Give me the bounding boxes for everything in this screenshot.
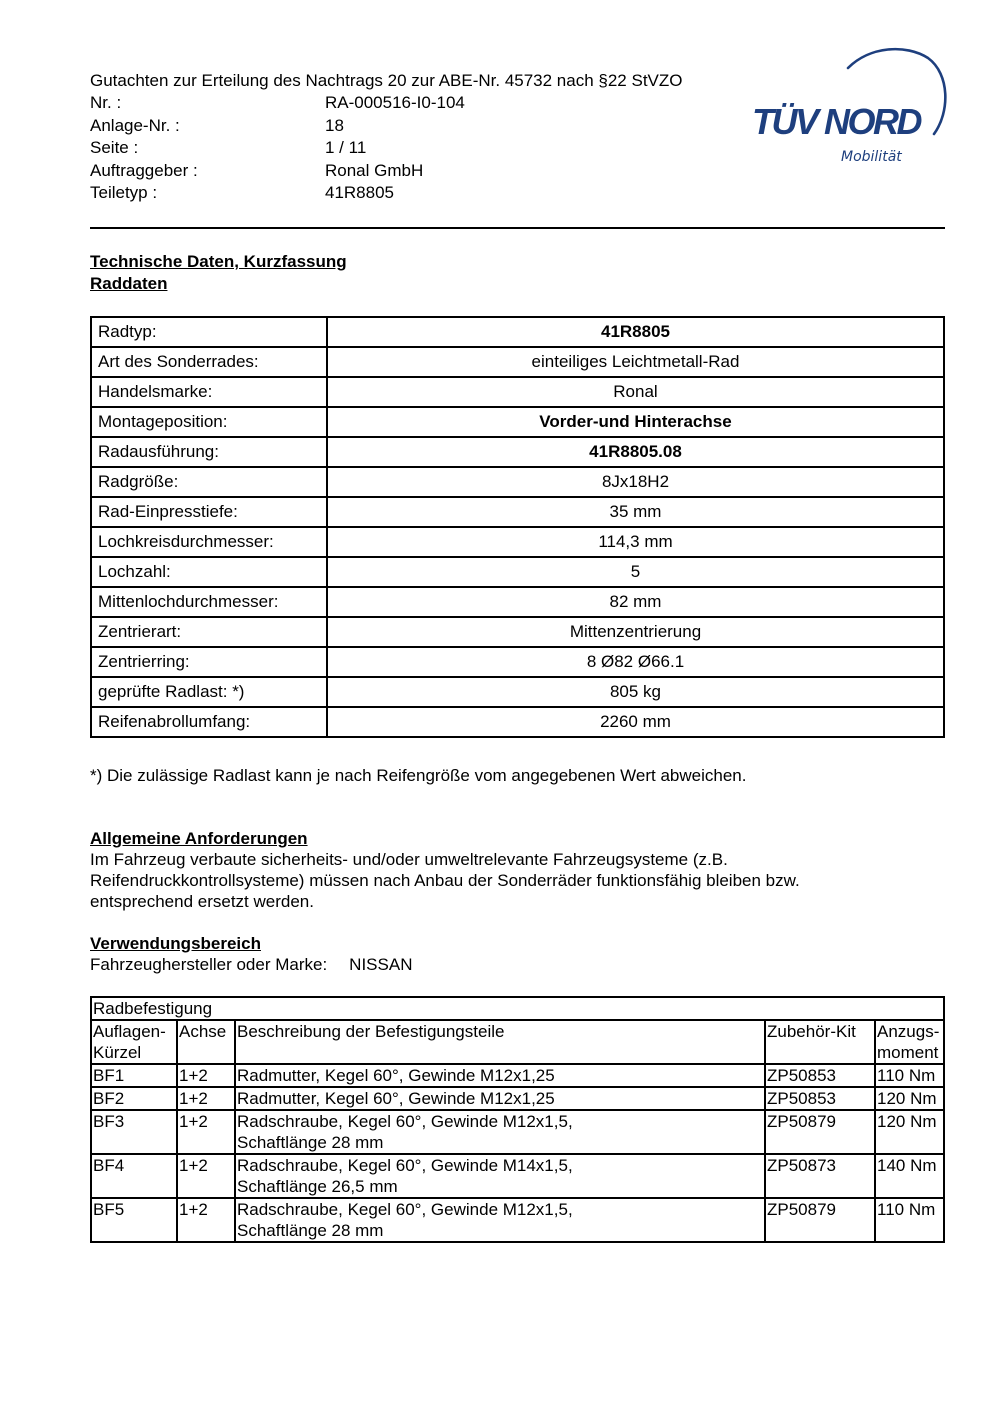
fastening-row <box>91 1198 944 1242</box>
meta-value: 41R8805 <box>325 183 395 202</box>
wheel-row-label: Mittenlochdurchmesser: <box>91 587 327 617</box>
fastening-title: Radbefestigung <box>91 997 944 1020</box>
wheel-table-row <box>91 467 944 497</box>
fastening-table <box>90 996 945 1243</box>
wheel-table-row <box>91 557 944 587</box>
wheel-table-row <box>91 407 944 437</box>
fastening-torque: 120 Nm <box>875 1110 944 1154</box>
wheel-row-value: 2260 mm <box>327 707 944 737</box>
fastening-torque: 110 Nm <box>875 1064 944 1087</box>
wheel-row-label: Art des Sonderrades: <box>91 347 327 377</box>
header-line: Zubehör-Kit <box>767 1022 856 1041</box>
fastening-row <box>91 1087 944 1110</box>
wheel-row-label: Lochzahl: <box>91 557 327 587</box>
fastening-row <box>91 1154 944 1198</box>
fastening-description <box>235 1198 765 1242</box>
fastening-code: BF1 <box>91 1064 177 1087</box>
wheel-row-label: Zentrierart: <box>91 617 327 647</box>
fastening-axle: 1+2 <box>177 1110 235 1154</box>
wheel-table-row <box>91 617 944 647</box>
wheel-row-value: Mittenzentrierung <box>327 617 944 647</box>
wheel-row-value: Vorder-und Hinterachse <box>327 407 944 437</box>
wheel-row-value: einteiliges Leichtmetall-Rad <box>327 347 944 377</box>
meta-label: Nr. : <box>90 93 122 112</box>
description-line: Schaftlänge 28 mm <box>237 1133 384 1152</box>
fastening-column-header <box>875 1020 944 1064</box>
wheel-row-label: Zentrierring: <box>91 647 327 677</box>
wheel-table-row <box>91 647 944 677</box>
maker-value: NISSAN <box>349 955 413 974</box>
meta-value: RA-000516-I0-104 <box>325 93 465 112</box>
vehicle-maker <box>90 954 412 976</box>
fastening-column-header <box>177 1020 235 1064</box>
footnote: *) Die zulässige Radlast kann je nach Reifengröße vom angegebenen Wert abweichen. <box>90 766 747 785</box>
header-divider <box>90 227 945 229</box>
paragraph-line: entsprechend ersetzt werden. <box>90 892 314 911</box>
meta-row <box>90 160 465 183</box>
section-heading-technical-data: Technische Daten, Kurzfassung <box>90 252 347 271</box>
fastening-kit: ZP50879 <box>765 1110 875 1154</box>
fastening-kit: ZP50853 <box>765 1087 875 1110</box>
header-line: Beschreibung der Befestigungsteile <box>237 1022 505 1041</box>
fastening-column-header <box>91 1020 177 1064</box>
requirements-paragraph <box>90 849 930 912</box>
fastening-kit: ZP50879 <box>765 1198 875 1242</box>
fastening-code: BF4 <box>91 1154 177 1198</box>
section-heading-requirements: Allgemeine Anforderungen <box>90 829 308 848</box>
wheel-row-value: 82 mm <box>327 587 944 617</box>
wheel-row-label: geprüfte Radlast: *) <box>91 677 327 707</box>
fastening-header-row <box>91 1020 944 1064</box>
meta-value: 18 <box>325 115 344 135</box>
logo-subtitle: Mobilität <box>841 149 902 165</box>
fastening-row <box>91 1110 944 1154</box>
description-line: Radmutter, Kegel 60°, Gewinde M12x1,25 <box>237 1066 555 1085</box>
fastening-row <box>91 1064 944 1087</box>
header-line: moment <box>877 1043 939 1062</box>
wheel-row-value: 8 Ø82 Ø66.1 <box>327 647 944 677</box>
wheel-row-value: 805 kg <box>327 677 944 707</box>
fastening-description <box>235 1110 765 1154</box>
meta-value: 1 / 11 <box>325 138 367 157</box>
section-heading-usage: Verwendungsbereich <box>90 934 261 953</box>
fastening-axle: 1+2 <box>177 1087 235 1110</box>
wheel-row-label: Lochkreisdurchmesser: <box>91 527 327 557</box>
fastening-kit: ZP50853 <box>765 1064 875 1087</box>
meta-label: Teiletyp : <box>90 183 158 202</box>
description-line: Radmutter, Kegel 60°, Gewinde M12x1,25 <box>237 1089 555 1108</box>
document-title: Gutachten zur Erteilung des Nachtrags 20 zur ABE-Nr. 45732 nach §22 StVZO <box>90 71 683 90</box>
wheel-row-value: 35 mm <box>327 497 944 527</box>
fastening-torque: 110 Nm <box>875 1198 944 1242</box>
wheel-row-label: Radausführung: <box>91 437 327 467</box>
fastening-description <box>235 1087 765 1110</box>
wheel-row-label: Radgröße: <box>91 467 327 497</box>
wheel-row-label: Radtyp: <box>91 317 327 347</box>
fastening-code: BF3 <box>91 1110 177 1154</box>
wheel-table-row <box>91 437 944 467</box>
wheel-row-label: Montageposition: <box>91 407 327 437</box>
fastening-code: BF5 <box>91 1198 177 1242</box>
header-line: Achse <box>179 1022 227 1041</box>
wheel-row-value: Ronal <box>327 377 944 407</box>
wheel-table-row <box>91 347 944 377</box>
meta-row <box>90 137 465 160</box>
description-line: Schaftlänge 26,5 mm <box>237 1177 398 1196</box>
fastening-code: BF2 <box>91 1087 177 1110</box>
wheel-table-row <box>91 587 944 617</box>
wheel-data-table <box>90 316 945 738</box>
header-line: Kürzel <box>93 1043 142 1062</box>
description-line: Schaftlänge 28 mm <box>237 1221 384 1240</box>
description-line: Radschraube, Kegel 60°, Gewinde M12x1,5, <box>237 1200 573 1219</box>
wheel-table-row <box>91 377 944 407</box>
fastening-torque: 120 Nm <box>875 1087 944 1110</box>
paragraph-line: Im Fahrzeug verbaute sicherheits- und/oder umweltrelevante Fahrzeugsysteme (z.B. <box>90 850 728 869</box>
wheel-row-value: 8Jx18H2 <box>327 467 944 497</box>
fastening-title-row <box>91 997 944 1020</box>
wheel-table-row <box>91 317 944 347</box>
fastening-axle: 1+2 <box>177 1154 235 1198</box>
header-meta <box>90 92 465 205</box>
fastening-description <box>235 1064 765 1087</box>
wheel-row-value: 41R8805 <box>327 317 944 347</box>
logo-wordmark: TÜV NORD <box>752 101 920 142</box>
fastening-torque: 140 Nm <box>875 1154 944 1198</box>
tuev-nord-logo <box>748 46 948 170</box>
wheel-table-row <box>91 677 944 707</box>
wheel-table-row <box>91 527 944 557</box>
meta-value: Ronal GmbH <box>325 160 424 180</box>
meta-row <box>90 182 465 205</box>
paragraph-line: Reifendruckkontrollsysteme) müssen nach Anbau der Sonderräder funktionsfähig bleiben bzw. <box>90 871 800 890</box>
meta-row <box>90 115 465 138</box>
wheel-table-row <box>91 707 944 737</box>
header-line: Auflagen- <box>93 1022 166 1041</box>
wheel-row-value: 5 <box>327 557 944 587</box>
wheel-row-value: 114,3 mm <box>327 527 944 557</box>
meta-label: Anlage-Nr. : <box>90 115 180 135</box>
meta-label: Seite : <box>90 138 139 157</box>
description-line: Radschraube, Kegel 60°, Gewinde M14x1,5, <box>237 1156 573 1175</box>
header-line: Anzugs- <box>877 1022 940 1041</box>
description-line: Radschraube, Kegel 60°, Gewinde M12x1,5, <box>237 1112 573 1131</box>
meta-label: Auftraggeber : <box>90 160 198 180</box>
wheel-table-row <box>91 497 944 527</box>
fastening-axle: 1+2 <box>177 1064 235 1087</box>
wheel-row-label: Handelsmarke: <box>91 377 327 407</box>
fastening-column-header <box>765 1020 875 1064</box>
wheel-row-label: Reifenabrollumfang: <box>91 707 327 737</box>
maker-label: Fahrzeughersteller oder Marke: <box>90 955 328 974</box>
fastening-column-header <box>235 1020 765 1064</box>
fastening-axle: 1+2 <box>177 1198 235 1242</box>
fastening-description <box>235 1154 765 1198</box>
section-heading-wheel-data: Raddaten <box>90 274 168 293</box>
wheel-row-label: Rad-Einpresstiefe: <box>91 497 327 527</box>
fastening-kit: ZP50873 <box>765 1154 875 1198</box>
wheel-row-value: 41R8805.08 <box>327 437 944 467</box>
meta-row <box>90 92 465 115</box>
